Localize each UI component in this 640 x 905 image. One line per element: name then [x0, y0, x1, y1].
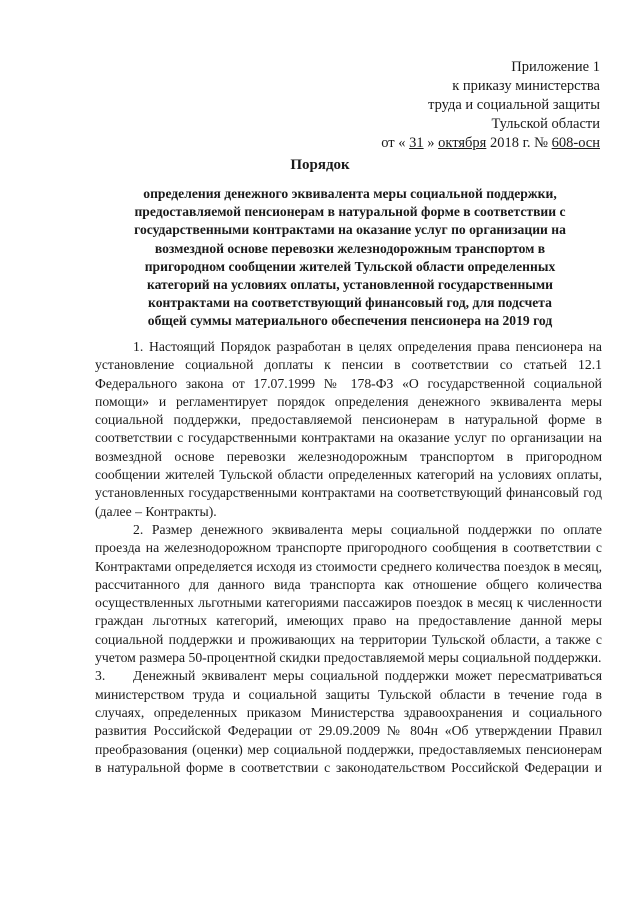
- document-subtitle: [108, 185, 592, 331]
- subtitle-line: определения денежного эквивалента меры социальной поддержки,: [143, 186, 557, 201]
- appendix-header: [381, 58, 600, 153]
- ministry-line: труда и социальной защиты: [428, 97, 600, 113]
- paragraph-3-text: Денежный эквивалент меры социальной поддержки может пересматриваться министерством труда и социальной защиты Тульской области в течение года в случаях, определенных приказом Министерства здравоохранения и социального развития Российской Федерации от 29.09.2009 № 804н «Об утверждении Правил преобразования (оценки) мер социальной поддержки, предоставляемых пенсионерам в натуральной форме в соответствии с законодательством Российской Федерации и: [95, 668, 602, 775]
- document-title: Порядок: [290, 157, 350, 173]
- paragraph-1: 1. Настоящий Порядок разработан в целях определения права пенсионера на установление социальной доплаты к пенсии в соответствии со статьей 12.1 Федерального закона от 17.07.1999 № 178-ФЗ «О государственной социальной помощи» и регламентирует порядок определения денежного эквивалента меры социальной поддержки, предоставляемой пенсионерам в натуральной форме в соответствии с государственными контрактами на оказание услуг по организации на возмездной основе перевозки железнодорожным транспортом в пригородном сообщении жителей Тульской области определенных категорий на условиях оплаты, установленных государственными контрактами на соответствующий финансовый год (далее – Контракты).: [95, 339, 602, 519]
- date-mid: »: [423, 135, 439, 151]
- subtitle-line: предоставляемой пенсионерам в натуральной форме в соответствии с: [134, 204, 566, 220]
- region-line: Тульской области: [491, 116, 600, 132]
- subtitle-line: возмездной основе перевозки железнодорожным транспортом в: [154, 240, 546, 256]
- order-date-line: [381, 134, 600, 153]
- paragraph-3: [95, 667, 602, 777]
- date-prefix: от «: [381, 135, 410, 151]
- paragraph-2: 2. Размер денежного эквивалента меры социальной поддержки по оплате проезда на железнодорожном транспорте пригородного сообщения в соответствии с Контрактами определяется исходя из стоимости среднего количества поездок в месяц, рассчитанного для данного вида транспорта как отношение общего количества осуществленных льготными категориями пассажиров поездок в месяц к численности граждан льготных категорий, имеющих право на предоставление данной меры социальной поддержки и проживающих на территории Тульской области, а также с учетом размера 50-процентной скидки предоставляемой меры социальной поддержки.: [95, 521, 602, 666]
- paragraph-3-number: 3.: [95, 668, 106, 684]
- appendix-label: Приложение 1: [511, 59, 600, 75]
- document-body: [95, 338, 602, 777]
- subtitle-line: пригородном сообщении жителей Тульской области определенных: [144, 258, 556, 274]
- subtitle-line: государственными контрактами на оказание услуг по организации на: [134, 222, 566, 238]
- subtitle-line: категорий на условиях оплаты, установленной государственными: [146, 277, 554, 293]
- date-day: 31: [409, 135, 424, 151]
- date-year: 2018 г. №: [486, 135, 552, 151]
- subtitle-line: контрактами на соответствующий финансовый год, для подсчета: [148, 295, 552, 311]
- order-ref-line: к приказу министерства: [452, 78, 600, 94]
- order-number: 608-осн: [551, 135, 600, 151]
- date-month: октября: [438, 135, 487, 151]
- subtitle-line: общей суммы материального обеспечения пенсионера на 2019 год: [147, 313, 553, 329]
